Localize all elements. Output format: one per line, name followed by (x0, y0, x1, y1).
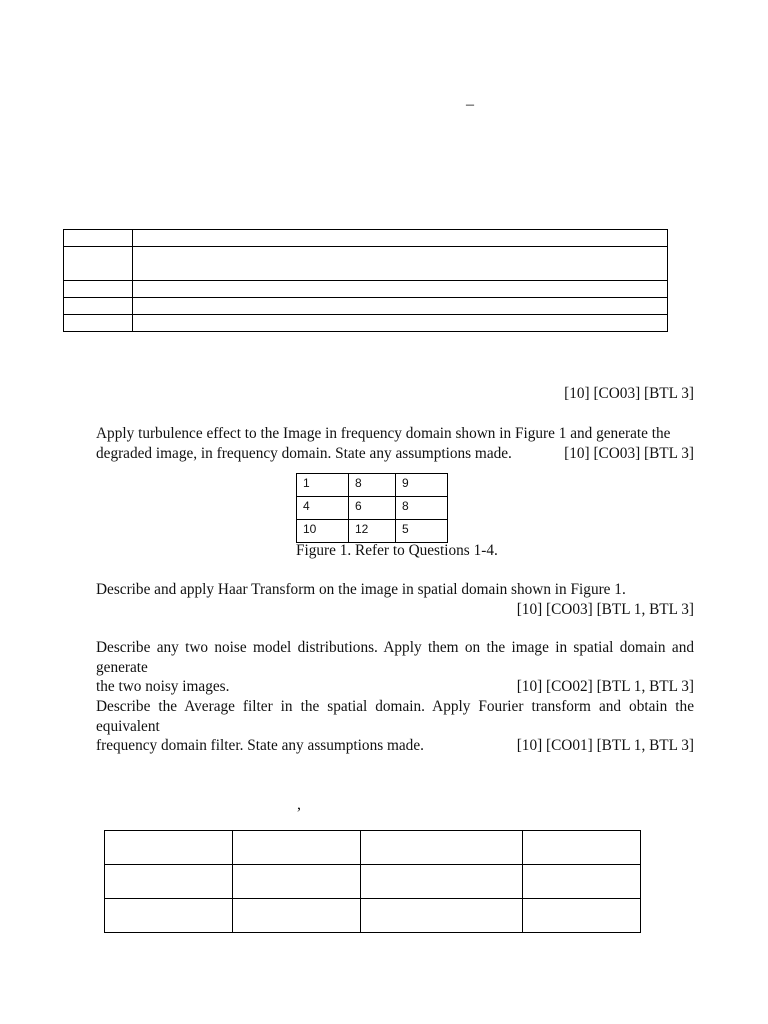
question-text-tail: frequency domain filter. State any assumptions made. (96, 737, 424, 754)
table-cell (233, 831, 361, 865)
matrix-cell: 8 (349, 474, 396, 497)
table-cell (361, 899, 523, 933)
table-cell (105, 865, 233, 899)
matrix-cell: 8 (396, 497, 448, 520)
question-text-line2 (96, 736, 694, 756)
question-marks: [10] [CO01] [BTL 1, BTL 3] (516, 737, 694, 754)
table-cell (64, 298, 133, 315)
question-marks: [10] [CO03] [BTL 3] (564, 385, 694, 402)
table-cell (361, 865, 523, 899)
table-row (64, 298, 668, 315)
question-marks: [10] [CO02] [BTL 1, BTL 3] (516, 678, 694, 695)
question-text: Describe and apply Haar Transform on the image in spatial domain shown in Figure 1. (96, 581, 626, 598)
question-text: Describe any two noise model distributions. Apply them on the image in spatial domain and generate (96, 639, 694, 676)
question-3 (96, 638, 694, 697)
table-row (64, 281, 668, 298)
table-cell (233, 899, 361, 933)
table-cell (133, 247, 668, 281)
question-marks: [10] [CO03] [BTL 1, BTL 3] (516, 600, 694, 618)
table-cell (361, 831, 523, 865)
table-cell (133, 230, 668, 247)
question-0 (96, 384, 694, 404)
matrix-cell: 9 (396, 474, 448, 497)
details-table (63, 229, 668, 332)
table-cell (133, 315, 668, 332)
table-cell (64, 230, 133, 247)
question-1 (96, 424, 694, 463)
table-cell (233, 865, 361, 899)
matrix-cell: 10 (297, 520, 349, 543)
table-cell (64, 315, 133, 332)
table-row (64, 315, 668, 332)
table-row (105, 865, 641, 899)
table-cell (64, 281, 133, 298)
table-row (105, 831, 641, 865)
matrix-cell: 1 (297, 474, 349, 497)
header-dash: – (466, 96, 474, 113)
signature-table (104, 830, 641, 933)
matrix-cell: 6 (349, 497, 396, 520)
question-text: Apply turbulence effect to the Image in frequency domain shown in Figure 1 and generate the (96, 425, 671, 442)
table-cell (523, 899, 641, 933)
question-2 (96, 580, 694, 619)
table-row (64, 230, 668, 247)
table-cell (105, 899, 233, 933)
matrix-row (297, 474, 448, 497)
table-row (105, 899, 641, 933)
table-cell (523, 831, 641, 865)
matrix-row (297, 497, 448, 520)
table-cell (523, 865, 641, 899)
table-cell (133, 298, 668, 315)
question-4 (96, 697, 694, 756)
figure-caption: Figure 1. Refer to Questions 1-4. (296, 542, 498, 559)
footer-comma: , (297, 796, 301, 813)
table-cell (133, 281, 668, 298)
table-row (64, 247, 668, 281)
matrix-cell: 12 (349, 520, 396, 543)
matrix-cell: 5 (396, 520, 448, 543)
question-marks: [10] [CO03] [BTL 3] (564, 444, 694, 462)
question-text-tail: the two noisy images. (96, 678, 230, 695)
figure-matrix (296, 473, 448, 543)
matrix-row (297, 520, 448, 543)
table-cell (105, 831, 233, 865)
table-cell (64, 247, 133, 281)
question-text-line2 (96, 677, 694, 697)
question-text: Describe the Average filter in the spatial domain. Apply Fourier transform and obtain the equivalent (96, 698, 694, 735)
matrix-cell: 4 (297, 497, 349, 520)
question-text-tail: degraded image, in frequency domain. State any assumptions made. (96, 444, 512, 462)
question-text-line2 (96, 444, 694, 464)
